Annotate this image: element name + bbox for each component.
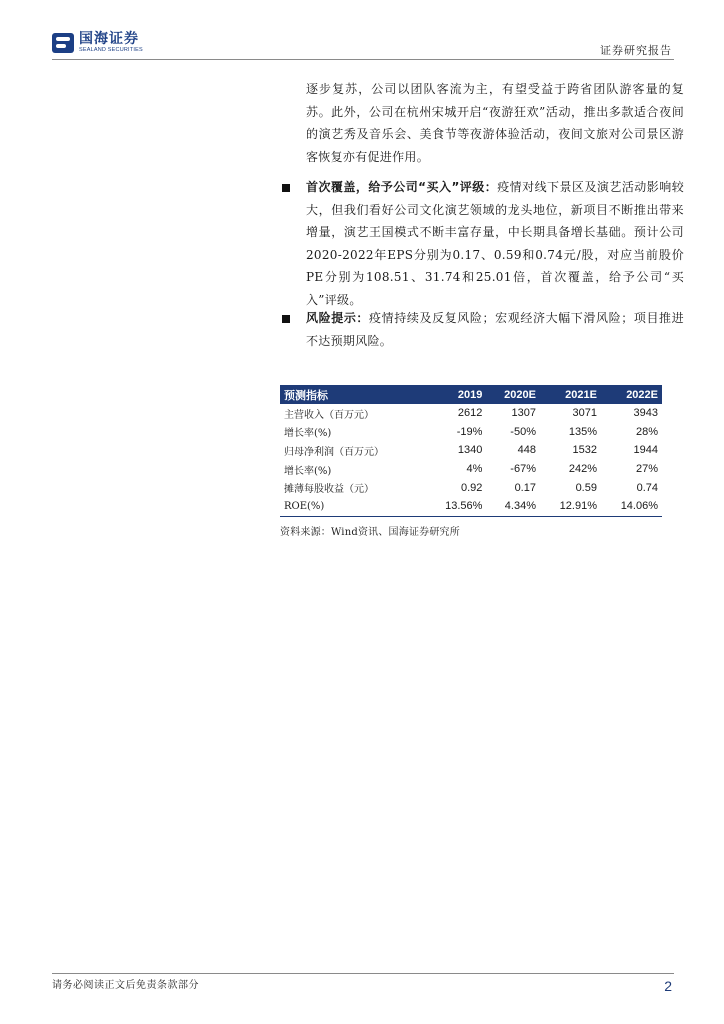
table-cell: 0.17 bbox=[514, 481, 536, 494]
table-cell: 1307 bbox=[511, 407, 536, 420]
header-cell: 2019 bbox=[425, 385, 486, 404]
bullet-square-icon bbox=[282, 184, 290, 192]
table-source-note: 资料来源：Wind资讯、国海证券研究所 bbox=[280, 526, 460, 538]
table-row bbox=[280, 478, 662, 497]
table-cell: 4.34% bbox=[486, 497, 540, 516]
table-cell: 1532 bbox=[572, 444, 597, 457]
table-row bbox=[280, 497, 662, 516]
header-cell: 2021E bbox=[540, 385, 601, 404]
table-cell: -50% bbox=[510, 425, 536, 438]
rating-text: 疫情对线下景区及演艺活动影响较大，但我们看好公司文化演艺领域的龙头地位，新项目不断推出带来增量，演艺王国模式不断丰富存量，中长期具备增长基础。预计公司2020-2022年EPS分别为0.17、0.59和0.74元/股，对应当前股价PE分别为108.51、31.74和25.01倍，首次覆盖，给予公司“买入”评级。 bbox=[306, 180, 684, 307]
table-cell: 27% bbox=[635, 463, 658, 476]
table-row bbox=[280, 441, 662, 460]
table-cell: 4% bbox=[466, 463, 483, 476]
table-row bbox=[280, 404, 662, 423]
table-cell: 1944 bbox=[633, 444, 658, 457]
table-cell: 28% bbox=[635, 425, 658, 438]
table-cell: 2612 bbox=[457, 407, 483, 420]
risk-text: 疫情持续及反复风险；宏观经济大幅下滑风险；项目推进不达预期风险。 bbox=[306, 311, 684, 348]
table-cell: 0.59 bbox=[575, 481, 597, 494]
logo-name-en: SEALAND SECURITIES bbox=[79, 47, 143, 53]
table-cell: 448 bbox=[517, 444, 536, 457]
table-cell: 13.56% bbox=[425, 497, 486, 516]
bullet-square-icon bbox=[282, 315, 290, 323]
table-cell: -67% bbox=[510, 463, 536, 476]
header-cell: 2020E bbox=[486, 385, 540, 404]
page-number: 2 bbox=[664, 978, 672, 994]
table-cell: 增长率(%) bbox=[284, 428, 332, 440]
logo-name-cn: 国海证券 bbox=[79, 31, 139, 47]
table-cell: 0.74 bbox=[636, 481, 658, 494]
footer-divider bbox=[52, 973, 674, 974]
forecast-table-block bbox=[280, 385, 662, 538]
risk-lead: 风险提示： bbox=[306, 311, 370, 325]
table-cell: 12.91% bbox=[540, 497, 601, 516]
table-cell: 1340 bbox=[457, 444, 483, 457]
company-logo bbox=[52, 32, 143, 54]
table-cell: 135% bbox=[568, 425, 597, 438]
table-cell: 归母净利润（百万元） bbox=[284, 446, 384, 458]
table-cell: 增长率(%) bbox=[284, 465, 332, 477]
paragraph-recovery: 逐步复苏，公司以团队客流为主，有望受益于跨省团队游客量的复苏。此外，公司在杭州宋城开启“夜游狂欢”活动，推出多款适合夜间的演艺秀及音乐会、美食节等夜游体验活动，夜间文旅对公司景区游客恢复亦有促进作用。 bbox=[306, 82, 684, 164]
header-cell: 预测指标 bbox=[280, 385, 425, 404]
table-cell: 242% bbox=[568, 463, 597, 476]
paragraph-rating bbox=[306, 176, 684, 311]
rating-lead: 首次覆盖，给予公司“买入”评级： bbox=[306, 180, 498, 194]
logo-text bbox=[79, 32, 143, 54]
table-cell: 摊薄每股收益（元） bbox=[284, 484, 374, 496]
table-header-row bbox=[280, 385, 662, 404]
table-cell: 3071 bbox=[572, 407, 597, 420]
logo-mark-icon bbox=[52, 33, 74, 53]
page-header bbox=[52, 28, 674, 60]
report-type-label: 证券研究报告 bbox=[600, 44, 672, 57]
table-row bbox=[280, 423, 662, 442]
table-cell: -19% bbox=[456, 425, 483, 438]
header-divider bbox=[52, 59, 674, 60]
paragraph-risk bbox=[306, 307, 684, 352]
table-cell: 14.06% bbox=[601, 497, 662, 516]
table-row bbox=[280, 460, 662, 479]
forecast-table bbox=[280, 385, 662, 517]
footer-disclaimer: 请务必阅读正文后免责条款部分 bbox=[52, 980, 199, 991]
table-cell: ROE(%) bbox=[280, 497, 425, 516]
table-cell: 0.92 bbox=[460, 481, 483, 494]
table-cell: 主营收入（百万元） bbox=[284, 409, 374, 421]
table-cell: 3943 bbox=[633, 407, 658, 420]
header-cell: 2022E bbox=[601, 385, 662, 404]
